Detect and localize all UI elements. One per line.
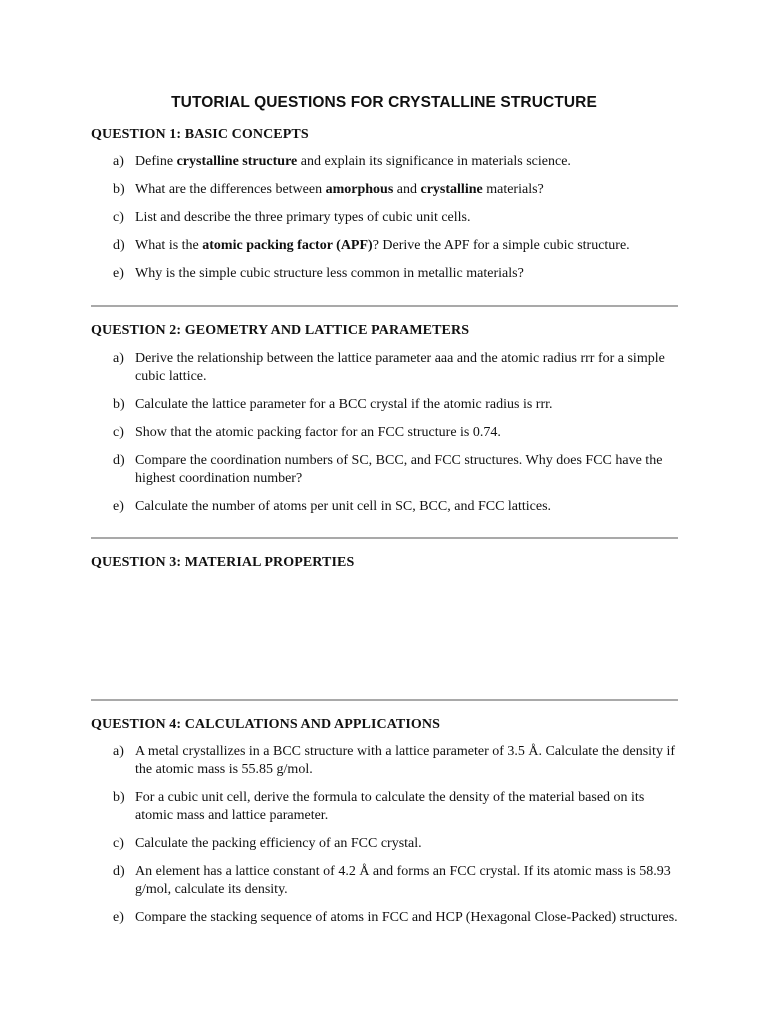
- item-marker: d): [113, 864, 125, 879]
- question-4-heading: QUESTION 4: CALCULATIONS AND APPLICATIONS: [91, 717, 440, 732]
- question-2-items: [91, 350, 681, 516]
- question-item: [91, 452, 681, 488]
- section-divider: [91, 699, 678, 701]
- item-marker: b): [113, 397, 125, 412]
- text-run: Calculate the lattice parameter for a BCC crystal if the atomic radius is rrr.: [135, 397, 553, 412]
- item-text: [135, 182, 544, 197]
- text-run: ? Derive the APF for a simple cubic structure.: [372, 238, 630, 253]
- text-run: Compare the coordination numbers of SC, BCC, and FCC structures. Why does FCC have the highest coordination number?: [135, 453, 663, 486]
- item-text: [135, 238, 630, 253]
- item-marker: d): [113, 238, 125, 253]
- item-marker: b): [113, 182, 125, 197]
- question-item: [91, 498, 681, 516]
- question-item: [91, 789, 681, 825]
- item-text: [135, 397, 553, 412]
- question-item: [91, 396, 681, 414]
- question-3-heading: QUESTION 3: MATERIAL PROPERTIES: [91, 555, 355, 570]
- item-marker: c): [113, 210, 124, 225]
- item-marker: e): [113, 910, 124, 925]
- question-item: [91, 237, 681, 255]
- text-run: Compare the stacking sequence of atoms in FCC and HCP (Hexagonal Close-Packed) structures.: [135, 910, 678, 925]
- question-2-section: [91, 323, 681, 516]
- question-item: [91, 265, 681, 283]
- text-run: materials?: [482, 182, 544, 197]
- item-text: [135, 744, 675, 777]
- text-run: Why is the simple cubic structure less common in metallic materials?: [135, 266, 524, 281]
- question-4-section: [91, 717, 681, 927]
- item-text: [135, 210, 471, 225]
- item-marker: a): [113, 744, 124, 759]
- question-item: [91, 743, 681, 779]
- text-run: Derive the relationship between the lattice parameter aaa and the atomic radius rrr for a simple cubic lattice.: [135, 351, 665, 384]
- question-1-section: [91, 127, 681, 283]
- bold-term: crystalline structure: [176, 154, 298, 169]
- item-marker: e): [113, 499, 124, 514]
- item-text: [135, 351, 665, 384]
- text-run: and explain its significance in materials science.: [297, 154, 571, 169]
- text-run: Show that the atomic packing factor for an FCC structure is 0.74.: [135, 425, 501, 440]
- section-divider: [91, 537, 678, 539]
- question-item: [91, 835, 681, 853]
- text-run: For a cubic unit cell, derive the formula to calculate the density of the material based on its atomic mass and lattice parameter.: [135, 790, 645, 823]
- text-run: What are the differences between: [135, 182, 326, 197]
- bold-term: atomic packing factor (APF): [202, 238, 373, 253]
- item-text: [135, 154, 571, 169]
- item-text: [135, 499, 551, 514]
- question-item: [91, 909, 681, 927]
- item-text: [135, 425, 501, 440]
- section-divider: [91, 305, 678, 307]
- item-marker: b): [113, 790, 125, 805]
- item-text: [135, 910, 678, 925]
- item-marker: d): [113, 453, 125, 468]
- item-marker: c): [113, 836, 124, 851]
- question-2-heading: QUESTION 2: GEOMETRY AND LATTICE PARAMETERS: [91, 323, 470, 338]
- question-item: [91, 350, 681, 386]
- text-run: Define: [135, 154, 177, 169]
- question-item: [91, 181, 681, 199]
- question-4-items: [91, 743, 681, 927]
- item-marker: a): [113, 154, 124, 169]
- document-title: TUTORIAL QUESTIONS FOR CRYSTALLINE STRUCTURE: [171, 94, 597, 111]
- text-run: Calculate the number of atoms per unit cell in SC, BCC, and FCC lattices.: [135, 499, 552, 514]
- item-text: [135, 836, 422, 851]
- question-item: [91, 863, 681, 899]
- text-run: List and describe the three primary types of cubic unit cells.: [135, 210, 471, 225]
- text-run: What is the: [135, 238, 203, 253]
- question-1-heading: QUESTION 1: BASIC CONCEPTS: [91, 127, 309, 142]
- text-run: and: [393, 182, 421, 197]
- question-item: [91, 153, 681, 171]
- item-marker: e): [113, 266, 124, 281]
- item-marker: a): [113, 351, 124, 366]
- bold-term: crystalline: [420, 182, 483, 197]
- item-text: [135, 453, 662, 486]
- question-1-items: [91, 153, 681, 283]
- text-run: An element has a lattice constant of 4.2 Å and forms an FCC crystal. If its atomic mass is 58.93 g/mol, calculate its density.: [135, 864, 671, 897]
- text-run: A metal crystallizes in a BCC structure with a lattice parameter of 3.5 Å. Calculate the density if the atomic mass is 55.85 g/mol.: [135, 744, 675, 777]
- item-marker: c): [113, 425, 124, 440]
- question-3-section: [91, 555, 681, 581]
- question-item: [91, 209, 681, 227]
- item-text: [135, 864, 671, 897]
- question-item: [91, 424, 681, 442]
- text-run: Calculate the packing efficiency of an FCC crystal.: [135, 836, 422, 851]
- item-text: [135, 266, 524, 281]
- bold-term: amorphous: [325, 182, 394, 197]
- item-text: [135, 790, 644, 823]
